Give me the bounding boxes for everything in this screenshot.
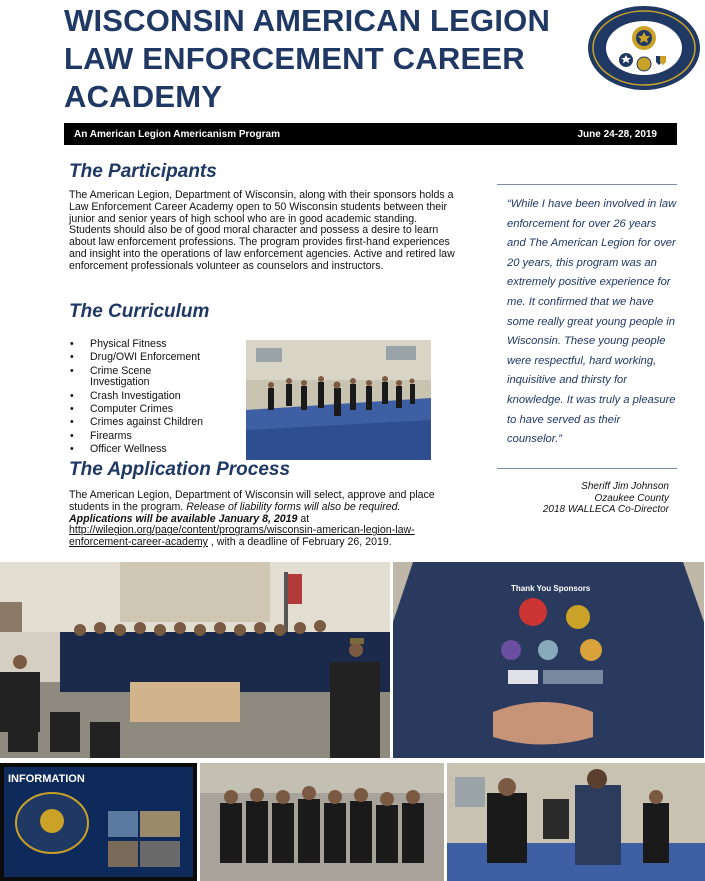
classroom-screen-photo bbox=[0, 763, 197, 881]
application-link[interactable]: http://wilegion.org/page/content/programs/wisconsin-american-legion-law-enforcement-career-academy bbox=[69, 524, 415, 549]
list-item: • Crime Scene Investigation bbox=[70, 366, 170, 390]
list-item: • Officer Wellness bbox=[70, 444, 240, 456]
participants-heading: The Participants bbox=[69, 161, 217, 182]
title-line-1: WISCONSIN AMERICAN LEGION bbox=[64, 3, 551, 38]
banner-dates: June 24-28, 2019 bbox=[577, 128, 657, 140]
curriculum-heading: The Curriculum bbox=[69, 301, 210, 322]
list-item: • Computer Crimes bbox=[70, 404, 240, 416]
testimonial-attribution bbox=[497, 481, 669, 516]
participants-body: The American Legion, Department of Wisconsin, along with their sponsors holds a Law Enforcement Career Academy open to 50 Wisconsin students between their junior and senior years of high school who are in good academic standing. Students should also be of good moral character and possess a desire to learn about law enforcement professions. The program provides first-hand experiences and insight into the operations of law enforcement agencies. Active and retired law enforcement professionals volunteer as counselors and instructors. bbox=[69, 189, 455, 272]
list-item: • Drug/OWI Enforcement bbox=[70, 352, 240, 364]
application-text-4: at bbox=[297, 512, 310, 525]
testimonial-quote: “While I have been involved in law enforcement for over 26 years and The American Legion for over 20 years, this program was an extremely positive experience for me. It confirmed that we have some really great young people in Wisconsin. These young people were respectful, hard working, inquisitive and thirsty for knowledge. It was truly a pleasure to have served as their counselor.” bbox=[507, 198, 677, 446]
group-photo bbox=[0, 562, 390, 758]
title-line-3: ACADEMY bbox=[64, 79, 223, 114]
attribution-role: 2018 WALLECA Co-Director bbox=[542, 504, 669, 515]
classroom-screen-title: INFORMATION bbox=[8, 773, 85, 785]
title-line-2: LAW ENFORCEMENT CAREER bbox=[64, 41, 525, 76]
application-text-2: Release of liability forms will also be required. bbox=[186, 500, 401, 513]
program-banner bbox=[64, 123, 677, 145]
application-text-1: The American Legion, Department of Wisconsin will select, approve and place students in the program. bbox=[69, 489, 435, 513]
sponsor-shirt-photo bbox=[393, 562, 704, 758]
testimonial-box bbox=[497, 184, 677, 469]
curriculum-list bbox=[70, 339, 240, 457]
shirt-heading-text: Thank You Sponsors bbox=[511, 584, 591, 593]
list-item: • Crash Investigation bbox=[70, 391, 240, 403]
list-item: • Crimes against Children bbox=[70, 417, 240, 429]
page-title bbox=[64, 2, 584, 116]
law-enforcement-career-academy-seal-icon bbox=[586, 4, 702, 92]
attribution-name: Sheriff Jim Johnson bbox=[581, 481, 669, 492]
thumbs-up-group-photo bbox=[200, 763, 444, 881]
application-body bbox=[69, 490, 449, 549]
list-item: • Firearms bbox=[70, 431, 240, 443]
gym-training-photo bbox=[246, 340, 431, 460]
application-heading: The Application Process bbox=[69, 459, 291, 480]
list-item: • Physical Fitness bbox=[70, 339, 240, 351]
banner-program-text: An American Legion Americanism Program bbox=[74, 128, 280, 140]
application-availability-date: Applications will be available January 8, 2019 bbox=[69, 512, 298, 525]
defensive-tactics-photo bbox=[447, 763, 705, 881]
attribution-county: Ozaukee County bbox=[594, 492, 669, 504]
application-deadline: , with a deadline of February 26, 2019. bbox=[207, 536, 392, 549]
